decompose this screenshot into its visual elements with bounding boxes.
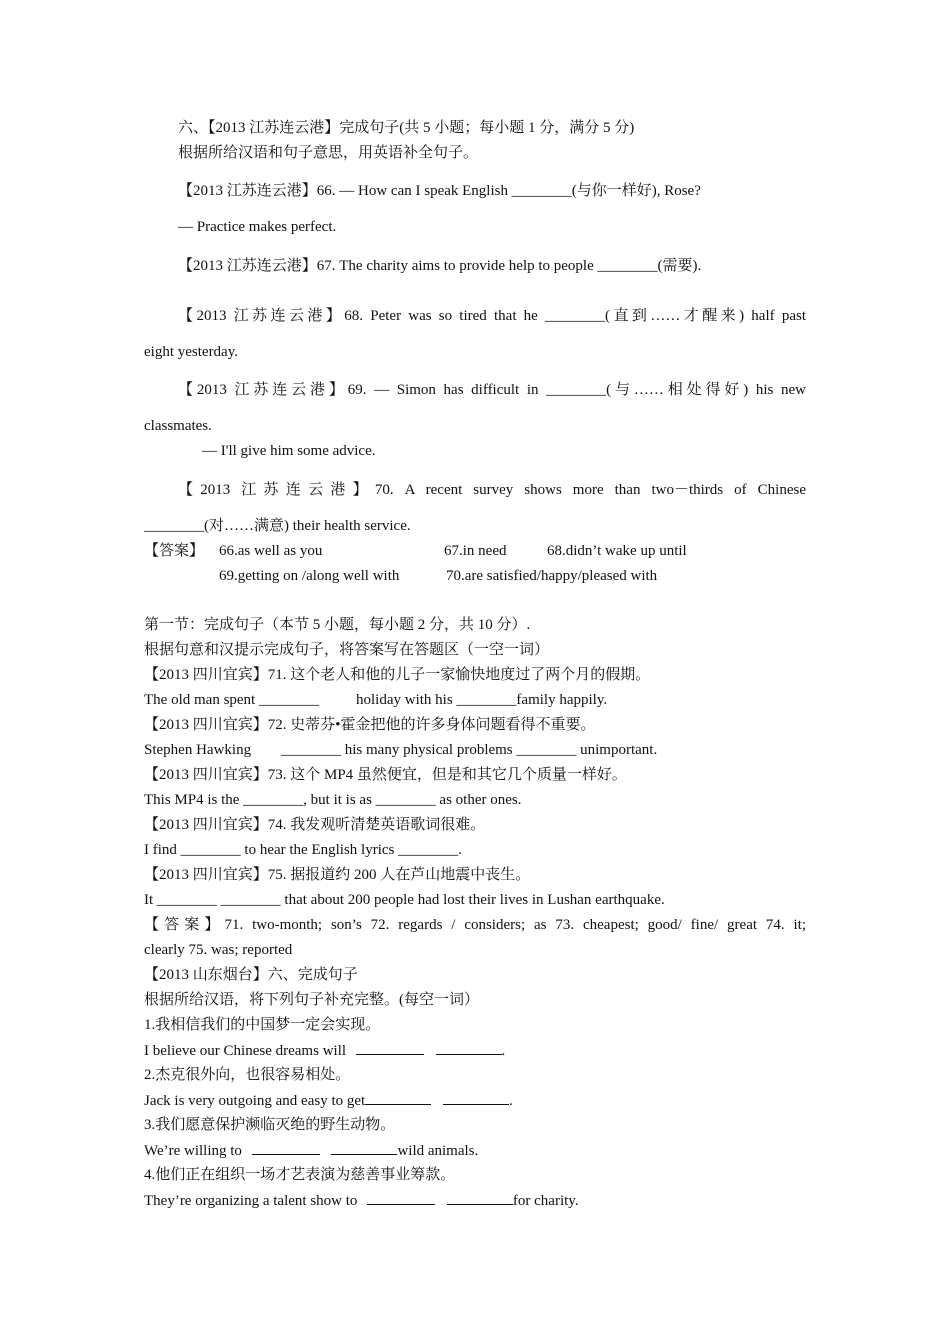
blank-line — [436, 1040, 502, 1055]
question-74-english: I find ________ to hear the English lyrics ________. — [144, 842, 462, 858]
sentence-1-chinese: 1.我相信我们的中国梦一定会实现。 — [144, 1017, 381, 1033]
question-72-chinese: 【2013 四川宜宾】72. 史蒂芬•霍金把他的许多身体问题看得不重要。 — [144, 717, 596, 733]
sentence-4-english — [144, 1190, 579, 1211]
sentence-4-end: for charity. — [512, 1193, 579, 1209]
answer-67: 67.in need — [444, 543, 507, 559]
question-71-english-part1: The old man spent ________ — [144, 692, 319, 708]
question-72-english-part2: ________ his many physical problems ________ unimportant. — [281, 742, 658, 758]
section-heading-sichuan: 第一节：完成句子（本节 5 小题，每小题 2 分，共 10 分）. — [144, 617, 531, 633]
sentence-1-english — [144, 1040, 505, 1061]
question-66: 【2013 江苏连云港】66. — How can I speak English ________(与你一样好), Rose? — [178, 183, 701, 199]
blank-line — [356, 1040, 424, 1055]
question-71-english-part2: holiday with his ________family happily. — [356, 692, 608, 708]
sentence-1-text: I believe our Chinese dreams will — [144, 1043, 347, 1059]
sentence-3-chinese: 3.我们愿意保护濒临灭绝的野生动物。 — [144, 1117, 396, 1133]
section-heading-jiangsu: 六、【2013 江苏连云港】完成句子(共 5 小题；每小题 1 分，满分 5 分) — [178, 120, 635, 136]
sentence-2-english — [144, 1090, 513, 1111]
question-72-english-part1: Stephen Hawking — [144, 742, 252, 758]
section-instruction-jiangsu: 根据所给汉语和句子意思，用英语补全句子。 — [178, 145, 479, 161]
question-68-line1: 【2013 江苏连云港】68. Peter was so tired that he ________(直到……才醒来) half past — [178, 308, 806, 324]
question-73-english: This MP4 is the ________, but it is as ________ as other ones. — [144, 792, 522, 808]
blank-line — [331, 1140, 397, 1155]
blank-line — [367, 1190, 435, 1205]
question-75-english: It ________ ________ that about 200 people had lost their lives in Lushan earthquake. — [144, 892, 665, 908]
question-69-line2: classmates. — [144, 418, 212, 434]
question-75-chinese: 【2013 四川宜宾】75. 据报道约 200 人在芦山地震中丧生。 — [144, 867, 531, 883]
section-instruction-sichuan: 根据句意和汉提示完成句子，将答案写在答题区（一空一词） — [144, 642, 550, 658]
question-73-chinese: 【2013 四川宜宾】73. 这个 MP4 虽然便宜，但是和其它几个质量一样好。 — [144, 767, 627, 783]
sentence-1-end: . — [501, 1043, 506, 1059]
question-66-reply: — Practice makes perfect. — [178, 219, 337, 235]
question-71-chinese: 【2013 四川宜宾】71. 这个老人和他的儿子一家愉快地度过了两个月的假期。 — [144, 667, 651, 683]
answer-68: 68.didn’t wake up until — [547, 543, 687, 559]
sentence-3-text: We’re willing to — [144, 1143, 242, 1159]
question-69-line1: 【2013 江苏连云港】69. — Simon has difficult in ________(与……相处得好) his new — [178, 382, 806, 398]
answer-66: 66.as well as you — [219, 543, 323, 559]
answer-label-jiangsu: 【答案】 — [144, 543, 205, 559]
blank-line — [252, 1140, 320, 1155]
answer-70: 70.are satisfied/happy/pleased with — [446, 568, 658, 584]
question-67: 【2013 江苏连云港】67. The charity aims to provide help to people ________(需要). — [178, 258, 702, 274]
sentence-3-english — [144, 1140, 478, 1161]
question-68-line2: eight yesterday. — [144, 344, 238, 360]
blank-line — [447, 1190, 513, 1205]
section-instruction-shandong: 根据所给汉语，将下列句子补充完整。(每空一词） — [144, 992, 479, 1008]
sentence-4-chinese: 4.他们正在组织一场才艺表演为慈善事业筹款。 — [144, 1167, 456, 1183]
sentence-2-end: . — [508, 1093, 513, 1109]
question-70-line1: 【2013 江苏连云港】70. A recent survey shows more than two－thirds of Chinese — [178, 482, 806, 498]
sentence-2-text: Jack is very outgoing and easy to get — [144, 1093, 366, 1109]
question-69-reply: — I'll give him some advice. — [202, 443, 376, 459]
question-74-chinese: 【2013 四川宜宾】74. 我发观听清楚英语歌词很难。 — [144, 817, 486, 833]
sentence-2-chinese: 2.杰克很外向，也很容易相处。 — [144, 1067, 351, 1083]
blank-line — [365, 1090, 431, 1105]
sentence-4-text: They’re organizing a talent show to — [144, 1193, 358, 1209]
answer-69: 69.getting on /along well with — [219, 568, 400, 584]
answer-sichuan-line1: 【答案】71. two-month; son’s 72. regards / considers; as 73. cheapest; good/ fine/ great 74. it; — [144, 917, 806, 933]
section-heading-shandong: 【2013 山东烟台】六、完成句子 — [144, 967, 358, 983]
blank-line — [443, 1090, 509, 1105]
question-70-line2: ________(对……满意) their health service. — [144, 518, 411, 534]
answer-sichuan-line2: clearly 75. was; reported — [144, 942, 293, 958]
sentence-3-end: wild animals. — [397, 1143, 479, 1159]
